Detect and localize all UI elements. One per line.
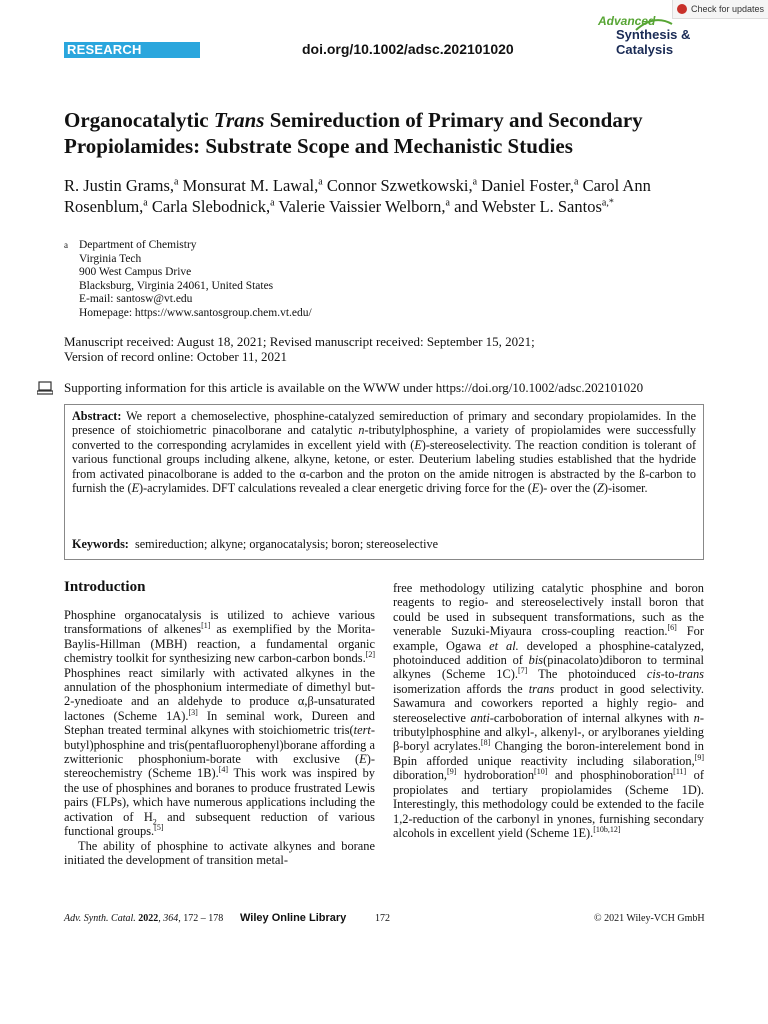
check-for-updates-label: Check for updates (691, 4, 765, 14)
text-run: product in good selectivity. Sawamura and coworkers reported a highly regio- and stereoselective (393, 681, 704, 725)
author-name: Carla Slebodnick, (151, 197, 271, 216)
abstract-label: Abstract: (72, 409, 122, 423)
text-run: and phosphinoboration (547, 768, 674, 783)
citation-ref: [6] (667, 623, 677, 633)
manuscript-dates (64, 334, 535, 364)
citation-ref: [5] (154, 822, 164, 832)
citation-ref: [10b,12] (593, 824, 621, 834)
page-number: 172 (375, 913, 390, 924)
affiliation-line: Department of Chemistry (79, 239, 197, 251)
citation-ref: [10] (534, 767, 548, 777)
footer-pages: , 172 – 178 (178, 913, 224, 924)
citation-ref: [2] (365, 650, 375, 660)
abstract-part: We report a chemoselective, phosphine-catalyzed semireduction of primary and secondary propiolamides. In the presence of stoichiometric pinacolborane and catalytic (72, 409, 696, 438)
author-affiliation-mark: a (270, 197, 275, 209)
section-heading-introduction: Introduction (64, 579, 146, 595)
text-run: isomerization affords the (393, 681, 529, 696)
abstract-emphasis: E (531, 481, 540, 496)
emphasis: anti (470, 710, 490, 725)
affiliation-line: Virginia Tech (79, 252, 142, 265)
abstract-part: )-isomer. (603, 481, 648, 496)
author-affiliation-mark: a (573, 176, 579, 188)
author-name: Monsurat M. Lawal, (182, 176, 319, 195)
title-emphasis: Trans (213, 108, 265, 132)
citation-ref: [1] (201, 621, 211, 631)
author-list (64, 175, 724, 217)
abstract-emphasis: n (358, 423, 365, 438)
text-run: diboration, (393, 768, 448, 783)
text-run: developed a phosphine-catalyzed, photoinduced addition of (393, 638, 704, 668)
text-run: (pinacolato)diboron to terminal alkynes (Scheme 1C). (393, 653, 704, 682)
emphasis: cis (646, 667, 661, 682)
text-run: This work was inspired by the use of phosphines and boranes to produce frustrated Lewis pairs (FLPs), which have numerous applications including the activation of H (64, 766, 375, 824)
text-run: free methodology utilizing catalytic phosphine and boron reagents to regio- and stereoselectively install boron that could be used in subsequent transformations, such as the venerable Suzuki-Miyaura cross-coupling reaction. (393, 581, 704, 639)
author-name: Valerie Vaissier Welborn, (278, 197, 446, 216)
text-run: In seminal work, Dureen and Stephan treated terminal alkynes with stoichiometric tris( (64, 708, 375, 738)
affiliation-lines (79, 239, 312, 320)
affiliation-line: Homepage: https://www.santosgroup.chem.vt.edu/ (79, 306, 312, 319)
affiliation-mark: a (64, 240, 68, 250)
affiliation-line: 900 West Campus Drive (79, 266, 192, 278)
author-name: Webster L. Santos (481, 197, 602, 216)
text-run: Changing the boron-interelement bond in Bpin afforded unique reactivity including silaboration, (393, 739, 704, 768)
author-affiliation-mark: a (445, 197, 450, 209)
author-name: R. Justin Grams, (64, 176, 175, 195)
citation-ref: [4] (218, 765, 229, 775)
author-affiliation-mark: a (318, 176, 323, 188)
text-run: The photoinduced (527, 667, 647, 682)
abstract-emphasis: E (414, 437, 422, 452)
text-run: For example, Ogawa (393, 624, 704, 653)
text-run: hydroboration (456, 768, 535, 783)
footer-volume: 364 (163, 913, 179, 924)
abstract-part: -tributylphosphine, a variety of propiolamides were successfully converted to the corresponding acrylamides in excellent yield with ( (72, 423, 696, 452)
text-run: )-stereochemistry (Scheme 1B). (64, 752, 375, 781)
abstract-part: )- over the ( (539, 481, 598, 496)
author-affiliation-mark: a,* (601, 197, 614, 209)
citation-ref: [7] (517, 666, 528, 676)
abstract-text (72, 409, 696, 495)
emphasis: trans (678, 667, 705, 682)
emphasis: E (359, 752, 367, 767)
logo-word-advanced: Advanced (598, 14, 656, 28)
author-name: Daniel Foster, (481, 176, 574, 195)
article-type-badge: RESEARCH ARTICLE (64, 42, 200, 58)
text-run: -carboboration of internal alkynes with (489, 710, 694, 725)
author-affiliation-mark: a (472, 176, 478, 188)
text-run: -tributylphosphine and alkyl-, alkenyl-, or arylboranes yielding β-boryl acrylates. (393, 710, 705, 754)
emphasis: n (693, 710, 700, 725)
version-of-record-line: Version of record online: October 11, 2021 (64, 349, 287, 364)
text-run: -butyl)phosphine and tris(pentafluorophenyl)borane affording a zwitterionic phosphonium-borate with exclusive ( (64, 723, 375, 767)
citation-ref: [8] (480, 738, 491, 748)
emphasis: bis (528, 653, 544, 668)
citation-ref: [9] (447, 767, 457, 777)
article-title (64, 107, 724, 159)
supporting-info-link[interactable]: Supporting information for this article is available on the WWW under https://doi.org/10.1002/adsc.202101020 (64, 380, 644, 395)
text-run: Phosphines react similarly with activated alkynes in the annulation of the phosphonium intermediate of dimethyl but-2-ynedioate and an aldehyde to produce α,β-unsaturated lactones (Scheme 1A). (64, 665, 375, 723)
author-name: Connor Szwetkowski, (326, 176, 473, 195)
text-run: Phosphine organocatalysis is utilized to achieve various transformations of alkenes (64, 608, 375, 637)
title-part: Organocatalytic (64, 108, 214, 132)
author-affiliation-mark: a (143, 197, 148, 209)
wiley-online-library-link[interactable]: Wiley Online Library (240, 912, 347, 924)
footer-year: 2022 (138, 913, 159, 924)
journal-logo (598, 14, 708, 60)
author-affiliation-mark: a (174, 176, 179, 188)
keywords-list: semireduction; alkyne; organocatalysis; boron; stereoselective (134, 537, 438, 551)
citation-ref: [11] (673, 767, 687, 777)
keywords-label: Keywords: (72, 537, 129, 551)
footer-journal: Adv. Synth. Catal. (64, 913, 136, 924)
title-part: Semireduction of Primary and Secondary Propiolamides: Substrate Scope and Mechanistic Studies (64, 108, 643, 158)
author-name: Carol Ann Rosenblum, (64, 176, 651, 216)
footer-citation: Adv. Synth. Catal. 2022, 364, 172 – 178 (64, 913, 224, 924)
received-line: Manuscript received: August 18, 2021; Revised manuscript received: September 15, 2021; (64, 334, 535, 349)
affiliation-line: E-mail: santosw@vt.edu (79, 293, 193, 305)
updates-icon (677, 4, 687, 14)
emphasis: tert (353, 723, 371, 738)
paragraph (393, 581, 704, 840)
doi-link[interactable]: doi.org/10.1002/adsc.202101020 (302, 41, 514, 57)
affiliation-line: Blacksburg, Virginia 24061, United States (79, 279, 274, 292)
abstract-emphasis: E (131, 481, 140, 496)
paragraph: The ability of phosphine to activate alkynes and borane initiated the development of transition metal- (64, 838, 375, 867)
left-column (64, 608, 375, 867)
text-run: and subsequent reduction of various functional groups. (64, 809, 375, 839)
copyright: © 2021 Wiley-VCH GmbH (594, 913, 705, 924)
logo-word-catalysis: Catalysis (616, 42, 674, 57)
text-run: -to- (660, 667, 679, 682)
computer-icon (37, 381, 53, 395)
emphasis: et al. (489, 638, 519, 653)
abstract-part: )-acrylamides. DFT calculations revealed a clear energetic driving force for the ( (139, 481, 532, 496)
text-run: of propiolates and tertiary propiolamides (Scheme 1D). Interestingly, this methodology could be extended to the facile 1,2-reduction of the carbonyl in ynones, furnishing secondary alcohols in excellent yield (Scheme 1E). (393, 768, 704, 840)
paragraph (64, 608, 375, 839)
emphasis: trans (528, 681, 555, 696)
author-name: and (454, 197, 478, 216)
keywords-line (72, 537, 438, 552)
text-run: as exemplified by the Morita-Baylis-Hillman (MBH) reaction, a fundamental organic chemistry toolkit for synthesizing new carbon-carbon bonds. (64, 622, 375, 666)
right-column (393, 581, 704, 840)
citation-ref: [3] (188, 707, 198, 717)
citation-ref: [9] (694, 752, 704, 762)
subscript: 2 (152, 817, 157, 827)
abstract-part: )-stereoselectivity. The reaction condition is tolerant of various functional groups including alkene, alkyne, ketone, or ester. Deuterium labeling studies established that the hydride from activated pinacolborane is added to the α-carbon and the proton on the amide nitrogen is abstracted by the ß-carbon to furnish the ( (72, 437, 696, 496)
logo-word-synthesis: Synthesis & (616, 27, 691, 42)
abstract-emphasis: Z (597, 481, 604, 496)
